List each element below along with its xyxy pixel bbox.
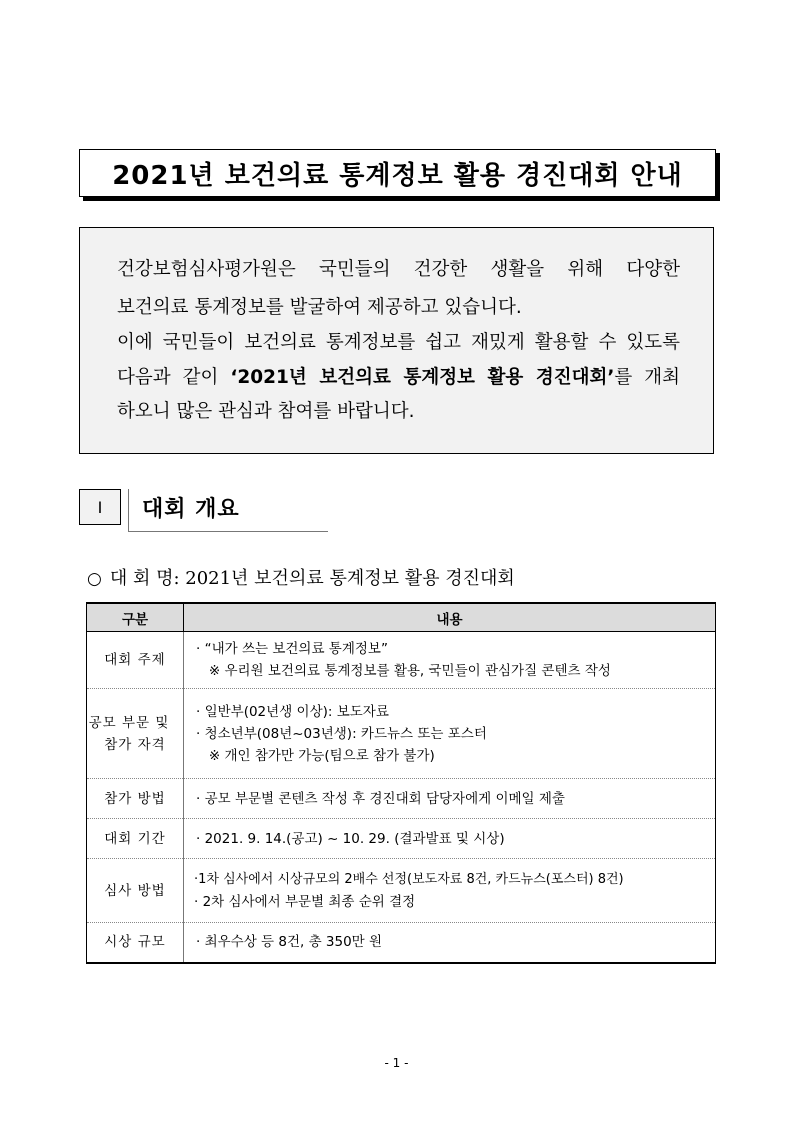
table-row [87,819,716,859]
intro-line: 이에 국민들이 보건의료 통계정보를 쉽고 재밌게 활용할 수 있도록 [117,332,680,353]
contest-name-label: 대 회 명: [109,568,180,589]
contest-name-line [87,564,515,590]
row-content: · 2021. 9. 14.(공고) ~ 10. 29. (결과발표 및 시상) [184,819,716,859]
table-header-content: 내용 [184,603,716,632]
contest-name-bold: ‘2021년 보건의료 통계정보 활용 경진대회’ [230,367,615,388]
table-header-category: 구분 [87,603,184,632]
table-row [87,923,716,963]
row-label: 공모 부문 및 참가 자격 [87,689,184,779]
table-row [87,632,716,689]
overview-table [86,602,716,964]
intro-line: 하오니 많은 관심과 참여를 바랍니다. [117,401,415,422]
row-content: · 공모 부문별 콘텐츠 작성 후 경진대회 담당자에게 이메일 제출 [184,779,716,819]
intro-line4-pre: 다음과 같이 [117,367,231,388]
row-label: 심사 방법 [87,859,184,923]
row-label: 시상 규모 [87,923,184,963]
intro-line: 보건의료 통계정보를 발굴하여 제공하고 있습니다. [117,297,522,318]
page-number: - 1 - [384,1056,409,1070]
intro-line4-post: 를 개최 [614,367,680,388]
row-content: · 최우수상 등 8건, 총 350만 원 [184,923,716,963]
table-row [87,689,716,779]
intro-line: 건강보험심사평가원은 국민들의 건강한 생활을 위해 다양한 [117,259,680,280]
row-label: 참가 방법 [87,779,184,819]
row-content: · 일반부(02년생 이상): 보도자료 · 청소년부(08년~03년생): 카드뉴스 또는 포스터 ※ 개인 참가만 가능(팀으로 참가 불가) [184,689,716,779]
section-number: Ⅰ [79,489,121,525]
intro-box [79,227,714,454]
row-content: · “내가 쓰는 보건의료 통계정보” ※ 우리원 보건의료 통계정보를 활용, 국민들이 관심가질 콘텐츠 작성 [184,632,716,689]
contest-name-value: 2021년 보건의료 통계정보 활용 경진대회 [185,568,515,589]
table-row [87,779,716,819]
section-divider [128,489,129,531]
section-heading [79,489,329,532]
section-title: 대회 개요 [142,497,240,522]
row-content: ·1차 심사에서 시상규모의 2배수 선정(보도자료 8건, 카드뉴스(포스터) 8건) · 2차 심사에서 부문별 최종 순위 결정 [184,859,716,923]
row-label: 대회 기간 [87,819,184,859]
circle-bullet-icon: ○ [87,569,102,589]
page-title: 2021년 보건의료 통계정보 활용 경진대회 안내 [79,149,716,197]
section-underline [128,531,328,532]
table-row [87,859,716,923]
intro-line [117,366,680,390]
row-label: 대회 주제 [87,632,184,689]
